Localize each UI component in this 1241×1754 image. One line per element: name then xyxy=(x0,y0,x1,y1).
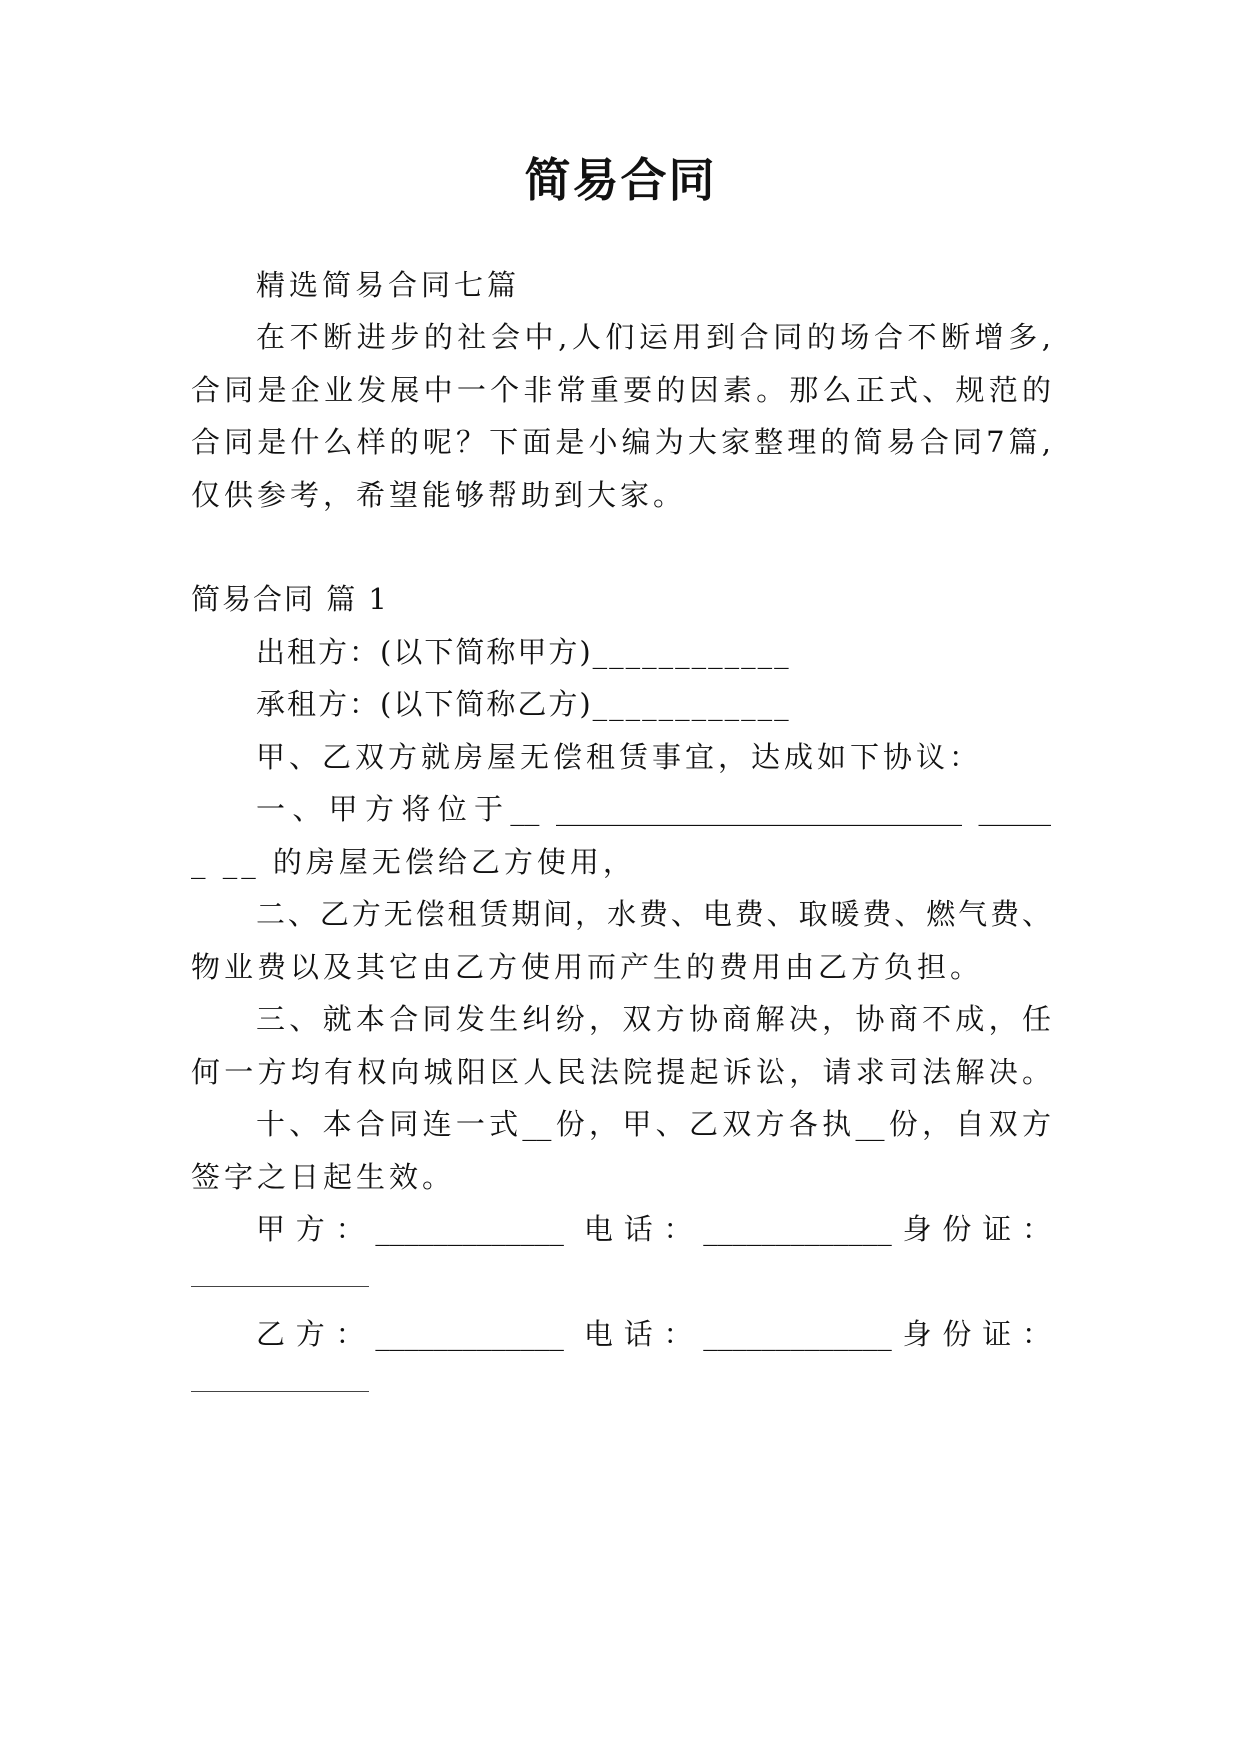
clause-10-line: 十、本合同连一式__份，甲、乙双方各执__份，自双方 xyxy=(256,1107,1051,1141)
lessor-line: 出租方：(以下简称甲方)____________ xyxy=(256,635,791,669)
document-title: 简易合同 xyxy=(524,153,717,207)
clause-1-line: 一、甲方将位于__ ____________________________ _____ xyxy=(256,792,1051,826)
intro-paragraph-line: 在不断进步的社会中,人们运用到合同的场合不断增多, xyxy=(256,320,1051,354)
intro-paragraph-line: 合同是企业发展中一个非常重要的因素。那么正式、规范的 xyxy=(191,373,1051,407)
intro-heading: 精选简易合同七篇 xyxy=(256,268,521,302)
section-heading: 简易合同 篇 1 xyxy=(191,582,389,616)
clause-2-line: 二、乙方无偿租赁期间，水费、电费、取暖费、燃气费、 xyxy=(256,897,1051,931)
clause-2-line: 物业费以及其它由乙方使用而产生的费用由乙方负担。 xyxy=(191,950,984,984)
clause-1-line: _ __ 的房屋无偿给乙方使用， xyxy=(191,845,636,879)
clause-10-line: 签字之日起生效。 xyxy=(191,1160,456,1194)
lessee-line: 承租方：(以下简称乙方)____________ xyxy=(256,687,791,721)
party-a-signature-line: 甲方：_____________ 电话：_____________身份证： xyxy=(256,1212,1051,1246)
clause-3-line: 三、就本合同发生纠纷，双方协商解决，协商不成，任 xyxy=(256,1002,1051,1036)
clause-3-line: 何一方均有权向城阳区人民法院提起诉讼，请求司法解决。 xyxy=(191,1055,1051,1089)
party-b-id-blank xyxy=(191,1391,369,1392)
intro-paragraph-line: 仅供参考，希望能够帮助到大家。 xyxy=(191,478,687,512)
party-b-signature-line: 乙方：_____________ 电话：_____________身份证： xyxy=(256,1317,1051,1351)
party-a-id-blank xyxy=(191,1286,369,1287)
agreement-line: 甲、乙双方就房屋无偿租赁事宜，达成如下协议： xyxy=(256,740,983,774)
intro-paragraph-line: 合同是什么样的呢？下面是小编为大家整理的简易合同7篇, xyxy=(191,425,1051,459)
